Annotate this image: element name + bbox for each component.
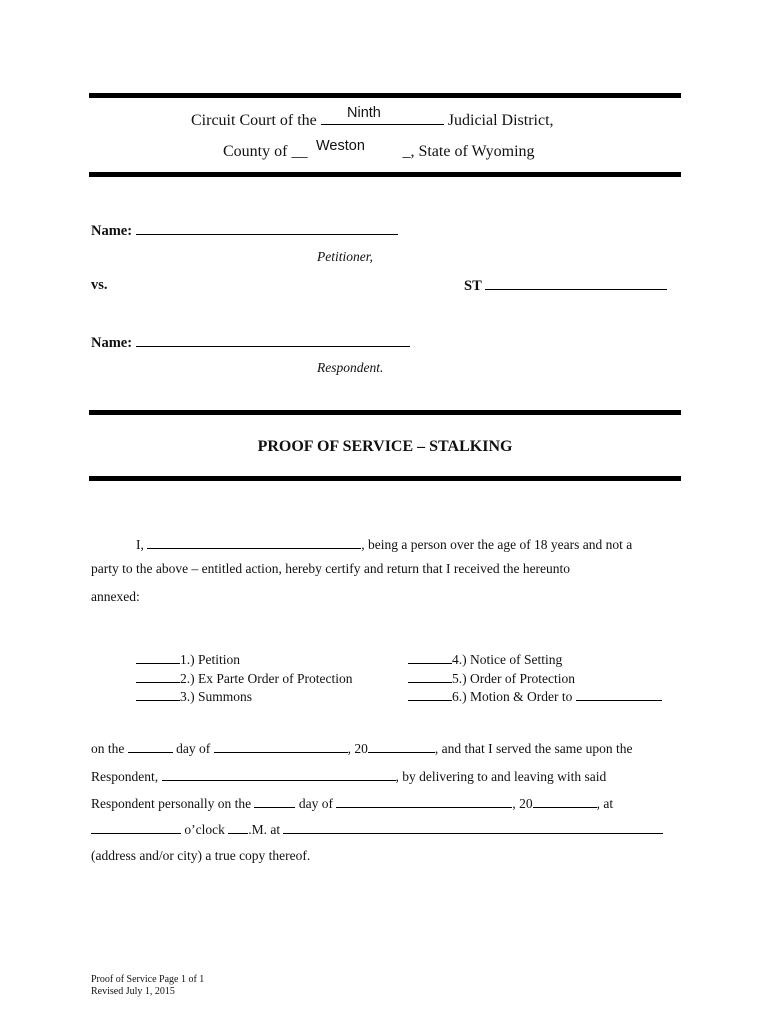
- footer-page-number: Proof of Service Page 1 of 1: [91, 974, 205, 985]
- service-line-2: Respondent, , by delivering to and leaving with said: [91, 769, 607, 784]
- county-value[interactable]: Weston: [316, 138, 365, 154]
- service-line-1: on the day of , 20 , and that I served the same upon the: [91, 741, 633, 756]
- county-line: [223, 143, 535, 161]
- petitioner-name-field[interactable]: [136, 221, 398, 235]
- document-check-field[interactable]: [136, 687, 180, 701]
- document-check-field[interactable]: [408, 650, 452, 664]
- served-time-field[interactable]: [91, 820, 181, 834]
- footer-revised-date: Revised July 1, 2015: [91, 986, 175, 997]
- petitioner-role: Petitioner,: [317, 249, 373, 264]
- intro-prefix: I,: [136, 537, 144, 552]
- respondent-name-field[interactable]: [136, 333, 410, 347]
- document-check-field[interactable]: [136, 669, 180, 683]
- intro-suffix: , being a person over the age of 18 years and not a: [361, 537, 633, 552]
- footer: [91, 974, 204, 998]
- versus-label: vs.: [91, 277, 108, 293]
- case-number-field[interactable]: [485, 276, 667, 290]
- service-line-4: o’clock .M. at: [91, 820, 663, 838]
- title-bottom-rule: [89, 476, 681, 481]
- served-day-field[interactable]: [254, 794, 295, 808]
- service-line-3: Respondent personally on the day of , 20 , at: [91, 796, 614, 811]
- header-bottom-rule: [89, 172, 681, 177]
- am-pm-field[interactable]: [228, 820, 248, 834]
- received-day-field[interactable]: [128, 739, 173, 753]
- service-line-5: (address and/or city) a true copy thereof.: [91, 848, 311, 863]
- header-top-rule: [89, 93, 681, 98]
- received-year-field[interactable]: [368, 739, 435, 753]
- respondent-name-label: Name:: [91, 335, 133, 351]
- petitioner-name-row: [91, 221, 398, 240]
- respondent-role: Respondent.: [317, 360, 384, 375]
- document-item: 2.) Ex Parte Order of Protection: [136, 669, 352, 688]
- motion-type-field[interactable]: [576, 687, 662, 701]
- documents-right-list: [408, 650, 662, 706]
- server-name-field[interactable]: [147, 535, 361, 549]
- case-number-label: ST: [464, 278, 482, 294]
- service-address-field[interactable]: [283, 820, 663, 834]
- respondent-served-field[interactable]: [162, 767, 396, 781]
- court-suffix: Judicial District,: [447, 112, 554, 129]
- document-item: 4.) Notice of Setting: [408, 650, 662, 669]
- case-number-row: [464, 276, 667, 295]
- document-check-field[interactable]: [408, 687, 452, 701]
- received-month-field[interactable]: [214, 739, 348, 753]
- page-title: PROOF OF SERVICE – STALKING: [257, 438, 513, 455]
- document-check-field[interactable]: [408, 669, 452, 683]
- district-field[interactable]: [321, 111, 444, 125]
- title-top-rule: [89, 410, 681, 415]
- document-item: 1.) Petition: [136, 650, 352, 669]
- intro-line-2: party to the above – entitled action, hereby certify and return that I received the hereunto: [91, 561, 571, 576]
- document-item: 3.) Summons: [136, 687, 352, 706]
- county-prefix: County of __: [223, 143, 308, 160]
- intro-line-1: [136, 535, 632, 553]
- intro-line-3: annexed:: [91, 589, 140, 604]
- district-value[interactable]: Ninth: [347, 105, 381, 121]
- served-year-field[interactable]: [533, 794, 597, 808]
- served-month-field[interactable]: [336, 794, 512, 808]
- documents-left-list: [136, 650, 352, 706]
- document-check-field[interactable]: [136, 650, 180, 664]
- petitioner-name-label: Name:: [91, 223, 133, 239]
- document-item: 5.) Order of Protection: [408, 669, 662, 688]
- document-item: 6.) Motion & Order to: [408, 687, 662, 706]
- respondent-name-row: [91, 333, 410, 352]
- county-suffix: _, State of Wyoming: [402, 143, 535, 160]
- court-prefix: Circuit Court of the: [191, 112, 317, 129]
